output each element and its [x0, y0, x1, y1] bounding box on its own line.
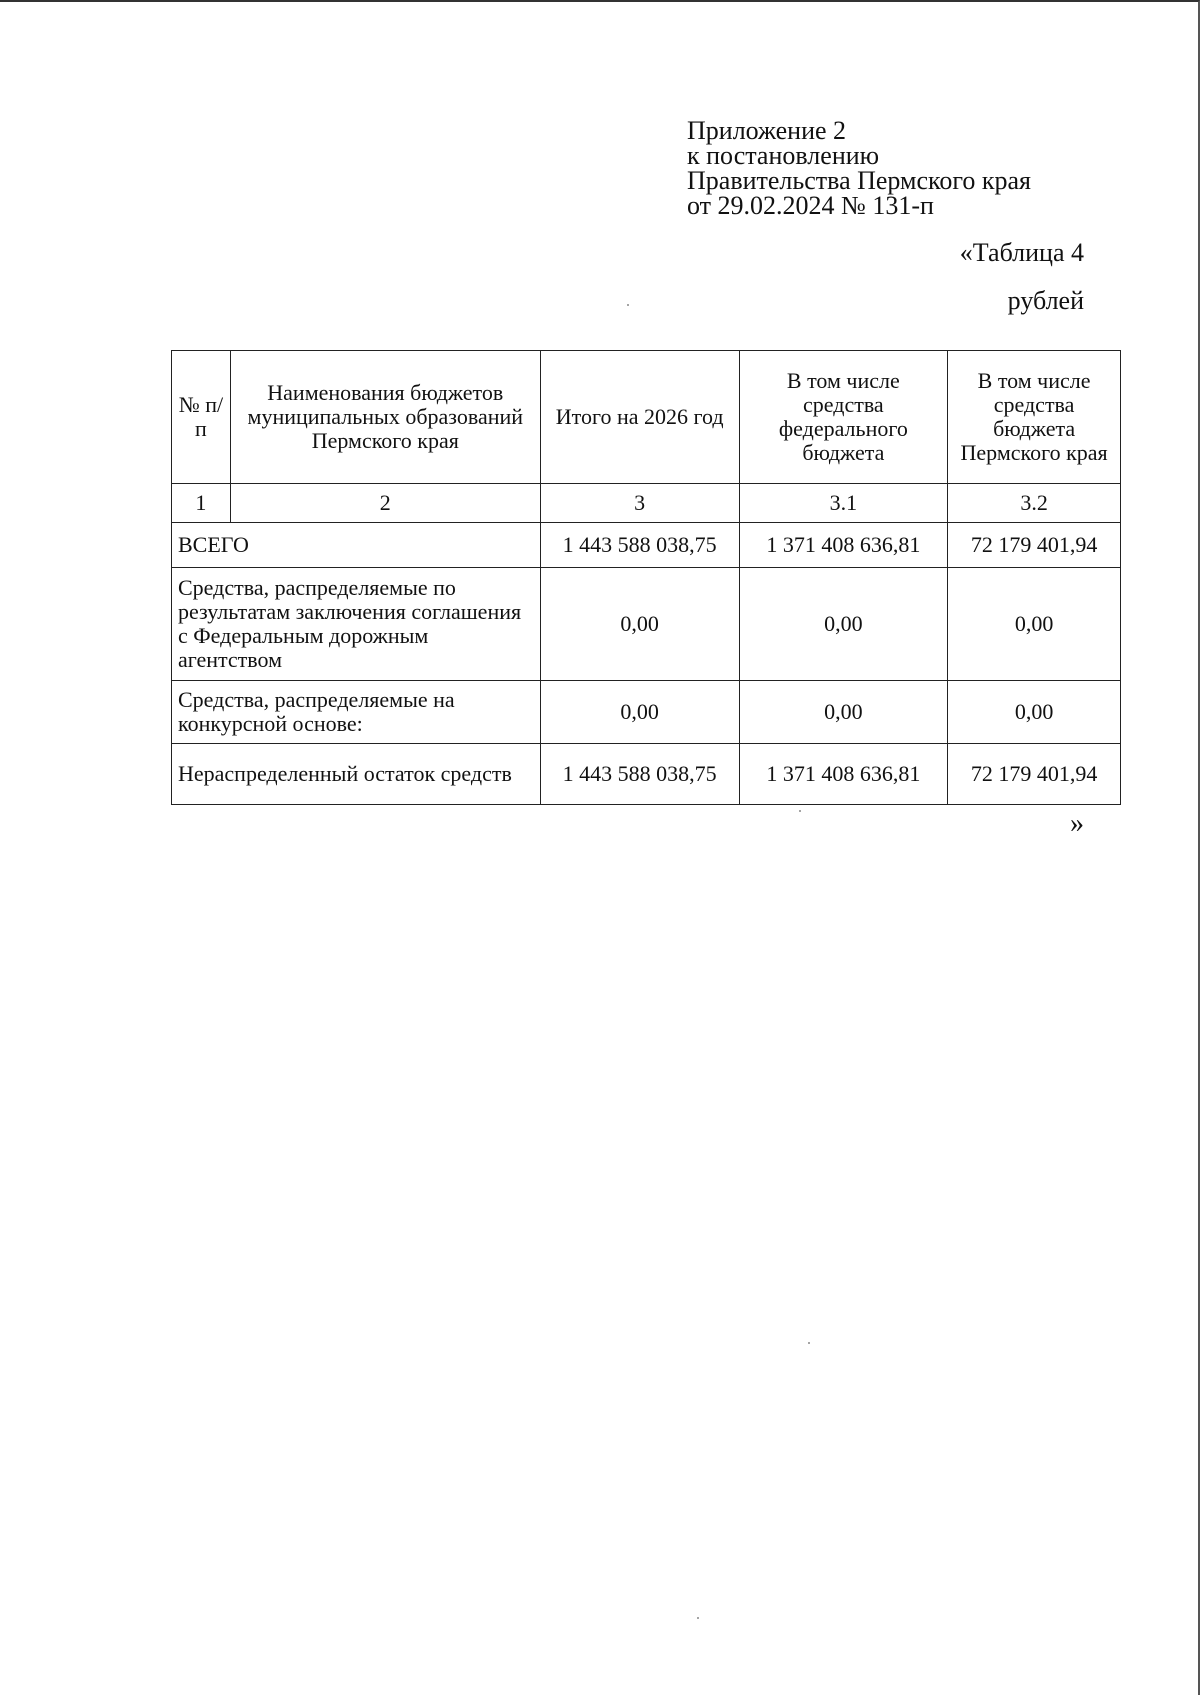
- row-federal: 1 371 408 636,81: [739, 523, 948, 568]
- row-total: 0,00: [540, 681, 739, 744]
- row-regional: 0,00: [948, 681, 1121, 744]
- table-row: [172, 681, 1121, 744]
- row-regional: 72 179 401,94: [948, 744, 1121, 805]
- column-index-row: [172, 484, 1121, 523]
- appendix-number: Приложение 2: [687, 116, 847, 145]
- header-name: Наименования бюджетов муниципальных образований Пермского края: [230, 351, 540, 484]
- scan-speck: [697, 1617, 699, 1619]
- table-header-row: [172, 351, 1121, 484]
- row-regional: 0,00: [948, 568, 1121, 681]
- row-label: ВСЕГО: [172, 523, 541, 568]
- row-regional: 72 179 401,94: [948, 523, 1121, 568]
- table-row: [172, 744, 1121, 805]
- column-index: 2: [230, 484, 540, 523]
- table-row: [172, 523, 1121, 568]
- column-index: 3.1: [739, 484, 948, 523]
- appendix-header: [687, 118, 1031, 218]
- appendix-authority: Правительства Пермского края: [687, 166, 1031, 195]
- row-federal: 0,00: [739, 681, 948, 744]
- column-index: 1: [172, 484, 231, 523]
- row-label: Нераспределенный остаток средств: [172, 744, 541, 805]
- scan-speck: [627, 304, 629, 306]
- column-index: 3.2: [948, 484, 1121, 523]
- row-total: 1 443 588 038,75: [540, 523, 739, 568]
- header-num: № п/п: [172, 351, 231, 484]
- appendix-date-number: от 29.02.2024 № 131-п: [687, 191, 934, 220]
- appendix-ref: к постановлению: [687, 141, 880, 170]
- row-label: Средства, распределяемые по результатам заключения соглашения с Федеральным дорожным агентством: [172, 568, 541, 681]
- row-federal: 1 371 408 636,81: [739, 744, 948, 805]
- table-row: [172, 568, 1121, 681]
- header-federal: В том числе средства федерального бюджета: [739, 351, 948, 484]
- table-label: «Таблица 4: [959, 238, 1084, 267]
- column-index: 3: [540, 484, 739, 523]
- row-total: 0,00: [540, 568, 739, 681]
- scan-speck: [799, 810, 801, 812]
- scan-speck: [808, 1342, 810, 1344]
- row-label: Средства, распределяемые на конкурсной основе:: [172, 681, 541, 744]
- header-regional: В том числе средства бюджета Пермского края: [948, 351, 1121, 484]
- row-federal: 0,00: [739, 568, 948, 681]
- row-total: 1 443 588 038,75: [540, 744, 739, 805]
- closing-quote: »: [1070, 808, 1084, 839]
- units-label: рублей: [1007, 286, 1084, 315]
- budget-table: [171, 350, 1121, 805]
- header-total: Итого на 2026 год: [540, 351, 739, 484]
